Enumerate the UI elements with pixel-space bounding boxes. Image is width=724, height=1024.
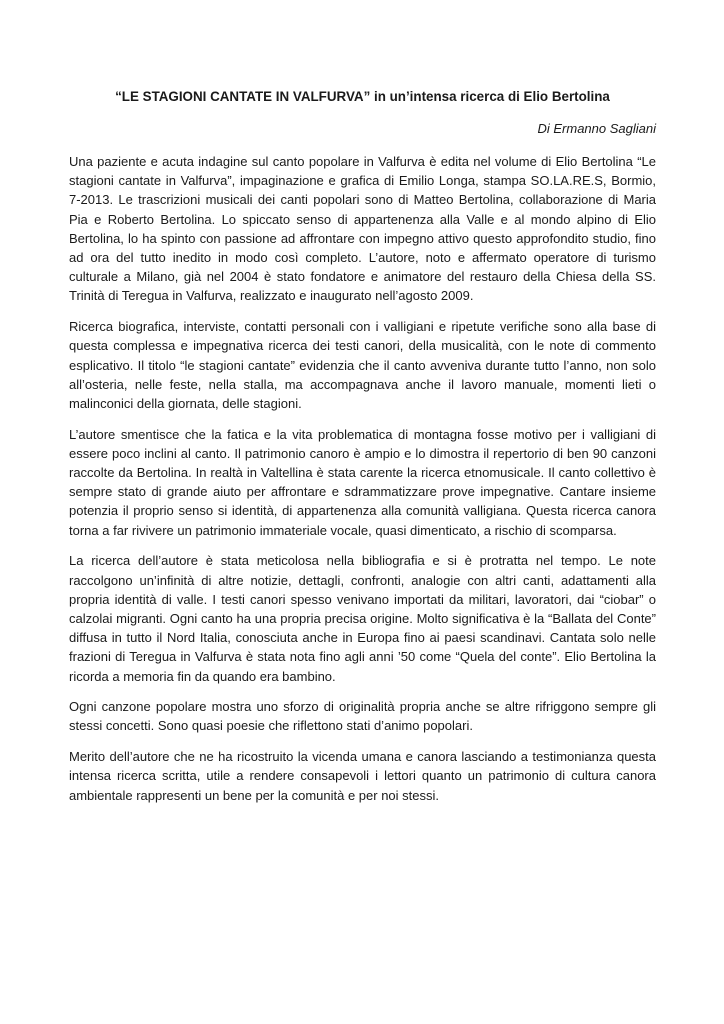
body-paragraph-1: Una paziente e acuta indagine sul canto popolare in Valfurva è edita nel volume di Elio Bertolina “Le stagioni cantate in Valfurva”, impaginazione e grafica di Emilio Longa, stampa SO.LA.RE.S, Bormio, 7-2013. Le trascrizioni musicali dei canti popolari sono di Matteo Bertolina, collaborazione di Maria Pia e Roberto Bertolina. Lo spiccato senso di appartenenza alla Valle e al mondo alpino di Elio Bertolina, lo ha spinto con passione ad affrontare con impegno attivo questo approfondito studio, fino ad ora del tutto inedito in modo così completo. L’autore, noto e affermato operatore di turismo culturale a Milano, già nel 2004 è stato fondatore e animatore del restauro della Chiesa della SS. Trinità di Teregua in Valfurva, realizzato e inaugurato nell’agosto 2009. — [69, 154, 656, 304]
author-byline: Di Ermanno Sagliani — [537, 121, 656, 136]
body-paragraph-2: Ricerca biografica, interviste, contatti personali con i valligiani e ripetute verifiche sono alla base di questa complessa e impegnativa ricerca dei testi canori, della musicalità, con le note di commento esplicativo. Il titolo “le stagioni cantate” evidenzia che il canto avveniva durante tutto l’anno, non solo all’osteria, nelle feste, nella stalla, ma accompagnava anche il lavoro manuale, momenti lieti o malinconici della giornata, delle stagioni. — [69, 319, 656, 411]
body-paragraph-6: Merito dell’autore che ne ha ricostruito la vicenda umana e canora lasciando a testimonianza questa intensa ricerca scritta, utile a rendere consapevoli i lettori quanto un patrimonio di cultura canora ambientale rappresenti un bene per la comunità e per noi stessi. — [69, 749, 656, 803]
body-paragraph-3: L’autore smentisce che la fatica e la vita problematica di montagna fosse motivo per i valligiani di essere poco inclini al canto. Il patrimonio canoro è ampio e lo dimostra il repertorio di ben 90 canzoni raccolte da Bertolina. In realtà in Valtellina è stata carente la ricerca etnomusicale. Il canto collettivo è sempre stato di grande aiuto per affrontare e sdrammatizzare prove impegnative. Cantare insieme potenzia il proprio senso si identità, di appartenenza alla comunità valligiana. Questa ricerca canora torna a far rivivere un patrimonio immateriale vocale, quasi dimenticato, a rischio di scomparsa. — [69, 426, 656, 538]
body-paragraph-5: Ogni canzone popolare mostra uno sforzo di originalità propria anche se altre rifriggono sempre gli stessi concetti. Sono quasi poesie che riflettono stati d’animo popolari. — [69, 699, 656, 734]
article-title: “LE STAGIONI CANTATE IN VALFURVA” in un’intensa ricerca di Elio Bertolina — [115, 89, 610, 104]
body-paragraph-4: La ricerca dell’autore è stata meticolosa nella bibliografia e si è protratta nel tempo. Le note raccolgono un’infinità di altre notizie, dettagli, confronti, analogie con altri canti, adattamenti alla propria identità di valle. I testi canori spesso venivano importati da militari, lavoratori, dai “ciobar” o calzolai migranti. Ogni canto ha una propria precisa origine. Molto significativa è la “Ballata del Conte” diffusa in tutto il Nord Italia, conosciuta anche in Europa fino ai paesi scandinavi. Cantata solo nelle frazioni di Teregua in Valfurva è stata nota fino agli anni ’50 come “Quela del conte”. Elio Bertolina la ricorda a memoria fin da quando era bambino. — [69, 553, 656, 684]
